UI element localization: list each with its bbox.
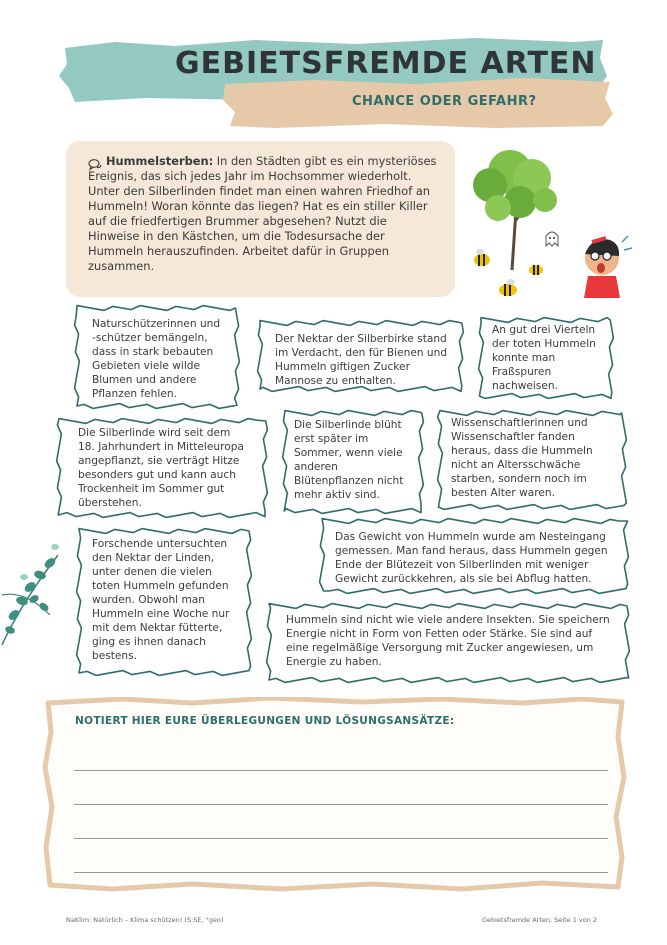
clue-text: Naturschützerinnen und -schützer bemängeln, dass in stark bebauten Gebieten viele wilde Blumen und andere Pflanzen fehlen.	[92, 318, 221, 400]
clue-card	[56, 418, 268, 518]
notes-title: NOTIERT HIER EURE ÜBERLEGUNGEN UND LÖSUNGSANSÄTZE:	[75, 715, 455, 727]
leaf-branch-icon	[0, 535, 62, 650]
answer-line[interactable]	[74, 804, 608, 805]
clue-text: Forschende untersuchten den Nektar der Linden, unter denen die vielen toten Hummeln gefunden wurden. Obwohl man Hummeln eine Woche nur mit dem Nektar fütterte, ging es ihnen danach bestens.	[92, 538, 230, 662]
clue-card	[478, 317, 614, 399]
ghost-icon	[546, 232, 558, 246]
clue-text: Die Silberlinde blüht erst später im Sommer, wenn viele anderen Blütenpflanzen nicht mehr aktiv sind.	[294, 419, 404, 501]
clue-card	[266, 603, 630, 683]
answer-line[interactable]	[74, 770, 608, 771]
intro-text	[88, 154, 440, 274]
clue-text: Wissenschaftlerinnen und Wissenschaftler fanden heraus, dass die Hummeln nicht an Altersschwäche starben, sondern noch im besten Alter waren.	[451, 417, 593, 499]
clue-text: Die Silberlinde wird seit dem 18. Jahrhundert in Mitteleuropa angepflanzt, sie verträgt Hitze besonders gut und kann auch Trockenheit im Sommer gut überstehen.	[78, 427, 244, 509]
shocked-character-icon	[584, 236, 632, 298]
bee-icon	[474, 249, 490, 266]
clue-card	[319, 518, 629, 594]
clue-text: Das Gewicht von Hummeln wurde am Nesteingang gemessen. Man fand heraus, dass Hummeln gegen Ende der Blütezeit von Silberlinden mit weniger Gewicht zurückkehren, als sie bei Abflug hatten.	[335, 531, 608, 585]
page-subtitle: CHANCE ODER GEFAHR?	[352, 94, 537, 109]
clue-card	[282, 410, 424, 514]
intro-body: In den Städten gibt es ein mysteriöses Ereignis, das sich jedes Jahr im Hochsommer wiederholt. Unter den Silberlinden findet man einen wahren Friedhof an Hummeln! Woran könnte das liegen? Hat es ein stiller Killer auf die friedfertigen Brummer abgesehen? Nutzt die Hinweise in den Kästchen, um die Todesursache der Hummeln herauszufinden. Arbeitet dafür in Gruppen zusammen.	[88, 154, 437, 273]
intro-lead: Hummelsterben:	[106, 154, 214, 168]
clue-text: Der Nektar der Silberbirke stand im Verdacht, den für Bienen und Hummeln giftigen Zucker Mannose zu enthalten.	[275, 333, 448, 387]
tree-and-bees-illustration	[460, 140, 640, 305]
footer-right: Gebietsfremde Arten, Seite 1 von 2	[482, 916, 598, 924]
answer-line[interactable]	[74, 838, 608, 839]
clue-card	[437, 410, 627, 510]
answer-line[interactable]	[74, 872, 608, 873]
page-title: GEBIETSFREMDE ARTEN	[175, 46, 597, 81]
footer-left: NaKlim: Natürlich – Klima schützen! (S:SE, °geo)	[66, 916, 224, 924]
clue-card	[76, 528, 252, 676]
clue-card	[257, 320, 464, 392]
clue-text: Hummeln sind nicht wie viele andere Insekten. Sie speichern Energie nicht in Form von Fetten oder Stärke. Sie sind auf eine regelmäßige Versorgung mit Zucker angewiesen, um Energie zu haben.	[286, 614, 610, 668]
clue-text: An gut drei Vierteln der toten Hummeln konnte man Fraßspuren nachweisen.	[492, 324, 596, 392]
bee-icon	[529, 265, 543, 275]
bee-icon	[499, 279, 517, 296]
clue-card	[74, 305, 240, 409]
tree-icon	[473, 150, 557, 270]
